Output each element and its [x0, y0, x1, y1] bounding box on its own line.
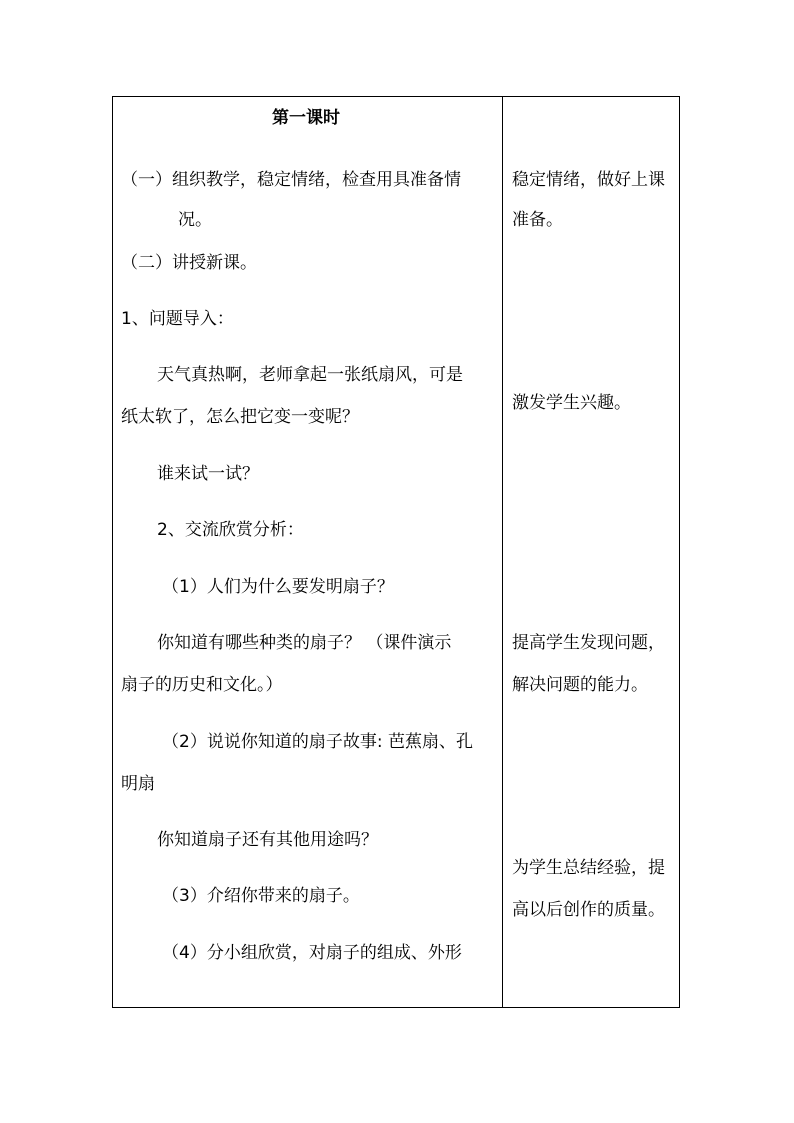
- lesson-title: 第一课时: [272, 108, 340, 128]
- right-note-line: 解决问题的能力。: [512, 675, 648, 695]
- left-line: 明扇: [121, 774, 155, 794]
- left-line: 况。: [178, 210, 212, 230]
- left-line: （二）讲授新课。: [121, 253, 257, 273]
- right-note-line: 准备。: [512, 210, 563, 230]
- left-line: 1、问题导入：: [121, 309, 234, 329]
- column-divider: [502, 96, 503, 1008]
- left-line: （1）人们为什么要发明扇子？: [162, 577, 394, 597]
- left-line: （3）介绍你带来的扇子。: [162, 886, 360, 906]
- right-note-line: 高以后创作的质量。: [512, 900, 665, 920]
- right-note-line: 提高学生发现问题，: [512, 633, 665, 653]
- left-line: 谁来试一试？: [157, 464, 259, 484]
- left-line: 你知道有哪些种类的扇子？ （课件演示: [157, 633, 452, 653]
- left-line: 2、交流欣赏分析：: [157, 520, 304, 540]
- left-line: （一）组织教学，稳定情绪，检查用具准备情: [121, 170, 461, 190]
- left-line: （2）说说你知道的扇子故事: 芭蕉扇、孔: [162, 732, 473, 752]
- right-note-line: 稳定情绪，做好上课: [512, 170, 665, 190]
- left-line: 纸太软了，怎么把它变一变呢？: [121, 407, 359, 427]
- left-line: （4）分小组欣赏，对扇子的组成、外形: [162, 943, 462, 963]
- right-note-line: 激发学生兴趣。: [512, 393, 631, 413]
- left-line: 扇子的历史和文化。）: [121, 675, 283, 695]
- left-line: 你知道扇子还有其他用途吗？: [157, 830, 378, 850]
- right-note-line: 为学生总结经验，提: [512, 858, 665, 878]
- left-line: 天气真热啊，老师拿起一张纸扇风，可是: [157, 365, 463, 385]
